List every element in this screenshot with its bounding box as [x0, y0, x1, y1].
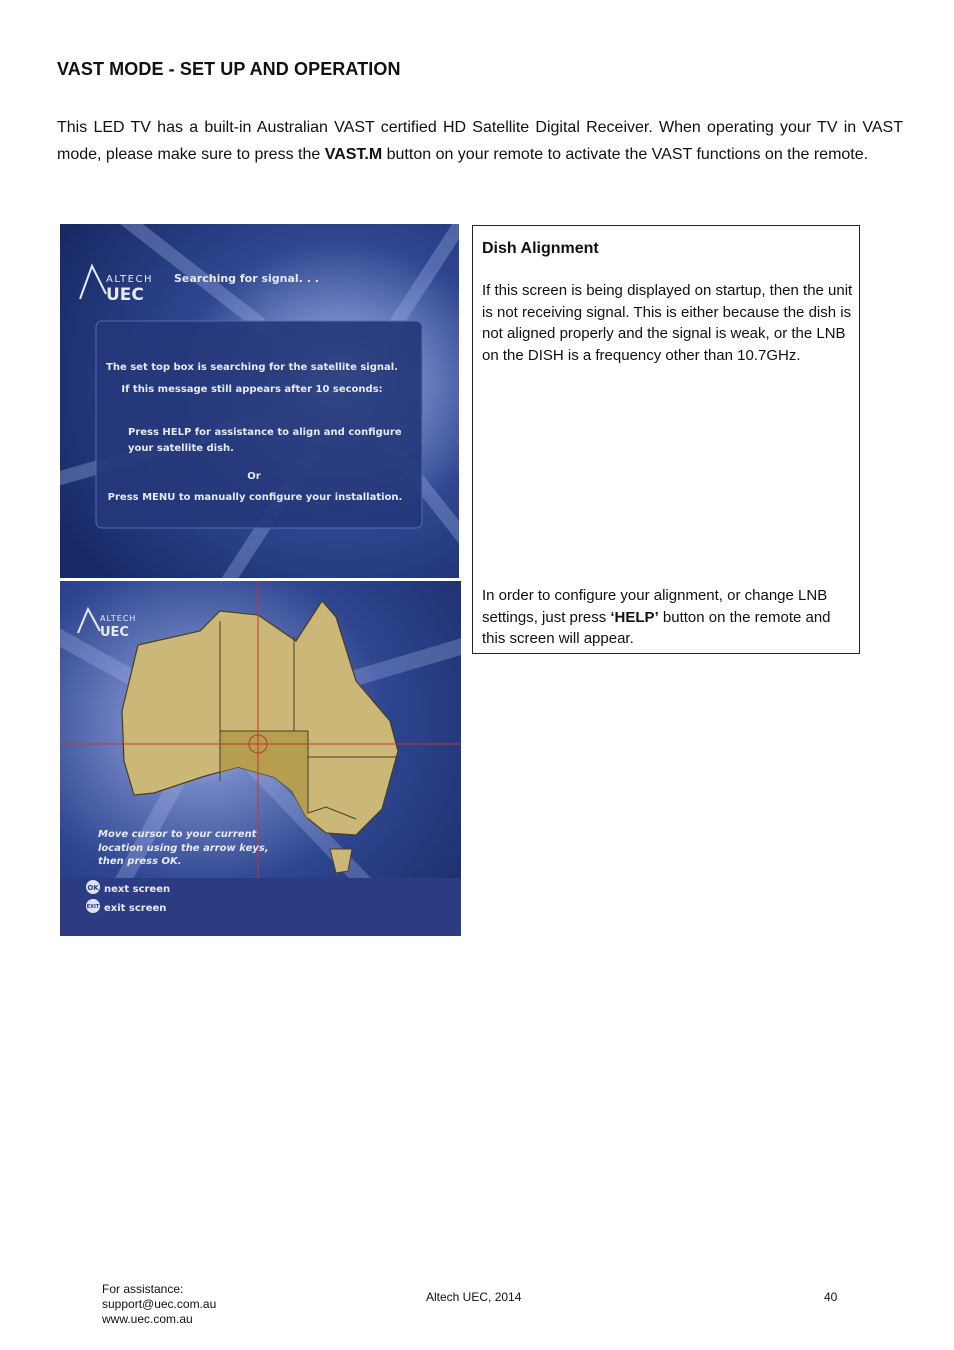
para2-text-1: In order to configure your alignment, or change LNB settings, just press [482, 587, 828, 626]
vast-m-button-name: VAST.M [324, 146, 383, 163]
message-line-3: Press HELP for assistance to align and configure [128, 427, 402, 438]
exit-badge: EXIT [86, 904, 100, 910]
message-line-2: If this message still appears after 10 seconds: [121, 384, 383, 395]
location-map-screenshot [60, 581, 461, 936]
dish-alignment-title: Dish Alignment [482, 240, 599, 257]
brand-bottom: UEC [106, 285, 144, 305]
exit-screen-hint[interactable]: exit screen [104, 903, 167, 914]
brand-top: ALTECH [106, 274, 153, 285]
instruction-line-1: Move cursor to your current [98, 829, 257, 840]
page-heading: VAST MODE - SET UP AND OPERATION [57, 59, 401, 79]
instruction-line-2: location using the arrow keys, [98, 843, 269, 854]
page-number: 40 [824, 1290, 838, 1304]
message-line-1: The set top box is searching for the satellite signal. [106, 362, 398, 373]
dish-alignment-box [472, 225, 860, 654]
message-line-4: your satellite dish. [128, 443, 234, 454]
brand-bottom-small: UEC [100, 625, 129, 640]
message-line-or: Or [247, 471, 261, 482]
help-button-name: ‘HELP’ [610, 608, 659, 626]
footer-contact [102, 1282, 216, 1327]
dish-alignment-paragraph-1: If this screen is being displayed on startup, then the unit is not receiving signal. This is either because the dish is not aligned properly and the signal is weak, or the LNB on the DISH is a frequency other than 10.7GHz. [482, 282, 853, 364]
location-map-screen [60, 581, 461, 936]
website-link[interactable]: www.uec.com.au [102, 1312, 193, 1326]
searching-signal-screenshot [60, 224, 459, 578]
assist-label: For assistance: [102, 1282, 184, 1296]
ok-badge: OK [87, 884, 99, 892]
footer-copyright: Altech UEC, 2014 [426, 1290, 522, 1304]
intro-text-1: This LED TV has a built-in Australian VAST certified HD Satellite Digital Receiver. When operating your TV in VAST mode, please make sure to press the [57, 119, 903, 163]
intro-paragraph [57, 114, 903, 168]
brand-top-small: ALTECH [100, 614, 137, 623]
support-email[interactable]: support@uec.com.au [102, 1297, 217, 1311]
instruction-line-3: then press OK. [98, 856, 182, 867]
intro-text-2: button on your remote to activate the VAST functions on the remote. [382, 146, 869, 163]
next-screen-hint[interactable]: next screen [104, 884, 171, 895]
para2-text-2: button on the remote and this screen will appear. [482, 608, 831, 647]
dish-alignment-paragraph-2 [482, 585, 854, 650]
search-status: Searching for signal. . . [174, 272, 319, 285]
message-line-6: Press MENU to manually configure your installation. [107, 492, 403, 503]
searching-signal-screen [60, 224, 459, 578]
